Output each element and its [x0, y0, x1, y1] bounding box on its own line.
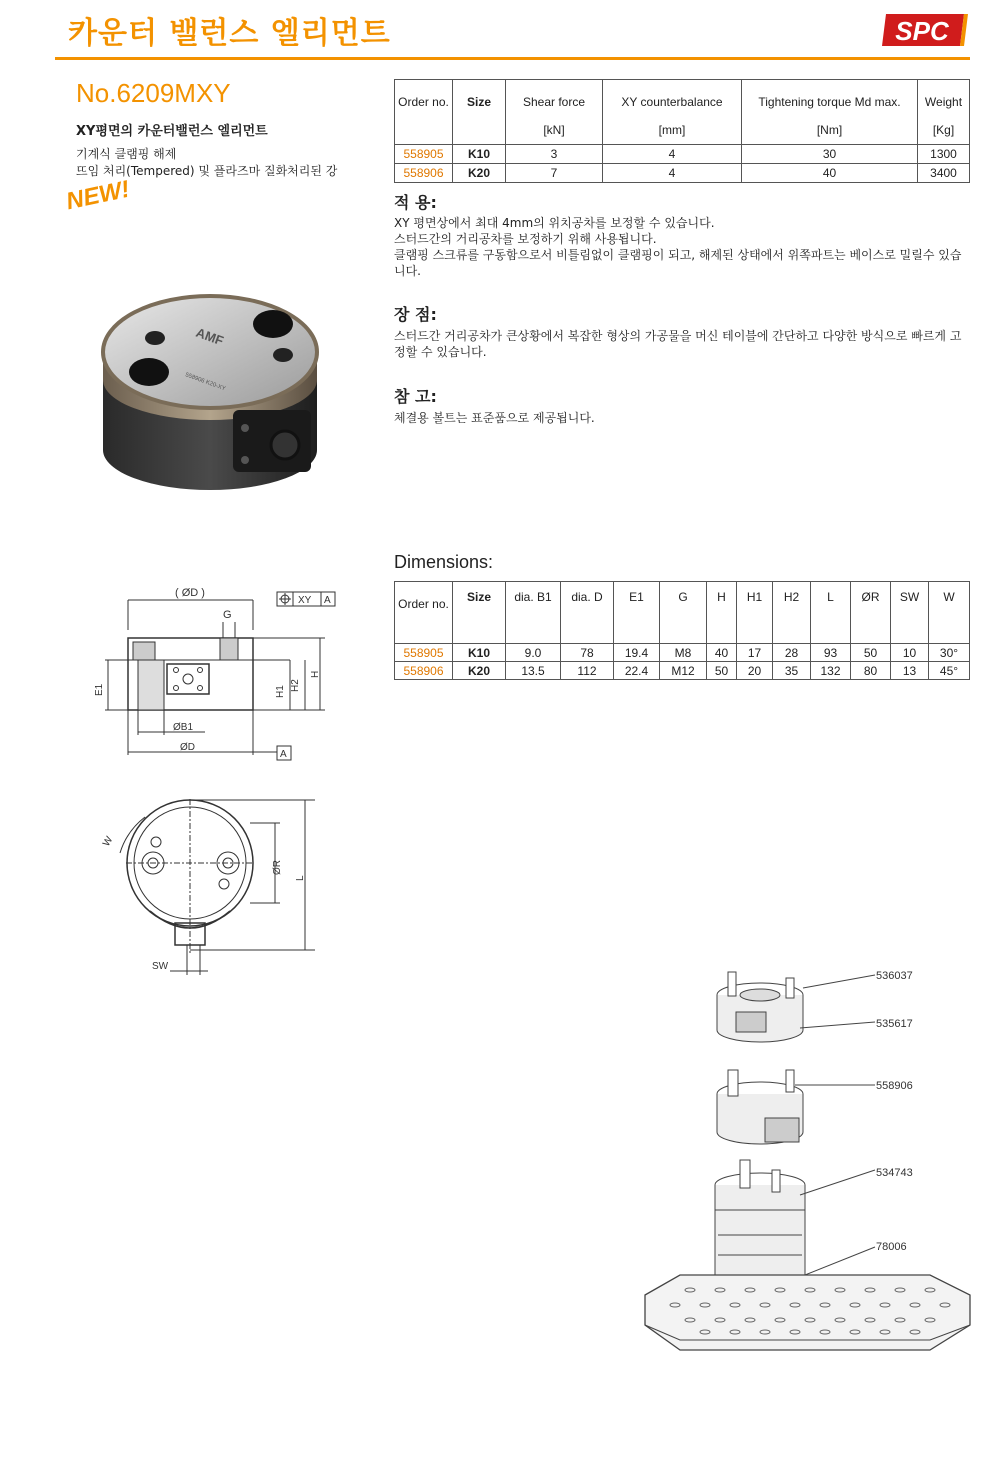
header-g: G — [660, 582, 707, 644]
cell: 9.0 — [506, 644, 561, 662]
product-photo — [95, 280, 325, 495]
header-w: W — [929, 582, 970, 644]
header-e1: E1 — [614, 582, 660, 644]
label-a-top: A — [324, 595, 331, 606]
header-xy-counterbalance: XY counterbalance [mm] — [603, 80, 742, 145]
cell: 50 — [707, 662, 737, 680]
section-text-merit — [394, 328, 969, 360]
header-h: H — [707, 582, 737, 644]
callout-78006: 78006 — [876, 1241, 907, 1253]
table-row — [395, 164, 970, 183]
svg-text:AMF: AMF — [193, 324, 226, 349]
cell: 13.5 — [506, 662, 561, 680]
photo-engraving: 558906 K20-XY — [184, 372, 227, 393]
text-line: 체결용 볼트는 표준품으로 제공됩니다. — [394, 411, 595, 425]
cell: K20 — [453, 662, 506, 680]
cell: 28 — [773, 644, 811, 662]
top-view-drawing — [90, 795, 320, 980]
header-r: ØR — [851, 582, 891, 644]
cell: 40 — [742, 164, 918, 183]
cell: 112 — [561, 662, 614, 680]
page-title: 카운터 밸런스 엘리먼트 — [68, 16, 391, 51]
header-sw: SW — [891, 582, 929, 644]
header-h1: H1 — [737, 582, 773, 644]
cell: K20 — [453, 164, 506, 183]
header-h2: H2 — [773, 582, 811, 644]
label-g: G — [223, 609, 232, 621]
spec-table — [394, 79, 970, 183]
logo-text: SPC — [895, 16, 949, 46]
cell: 10 — [891, 644, 929, 662]
side-view-drawing — [85, 580, 345, 770]
label-h1: H1 — [275, 685, 286, 698]
cell: M8 — [660, 644, 707, 662]
cell: 35 — [773, 662, 811, 680]
desc-line: 뜨임 처리(Tempered) 및 플라즈마 질화처리된 강 — [76, 164, 338, 178]
product-number: No.6209MXY — [76, 78, 231, 108]
label-sw: SW — [152, 961, 169, 972]
label-h2: H2 — [290, 679, 301, 692]
table-row — [395, 145, 970, 164]
spc-logo — [880, 10, 968, 50]
cell: 30° — [929, 644, 970, 662]
cell: 93 — [811, 644, 851, 662]
text-line: 스터드간 거리공차가 큰상황에서 복잡한 형상의 가공물을 머신 테이블에 간단하고 다양한 방식으로 빠르게 고정할 수 있습니다. — [394, 329, 962, 359]
callout-534743: 534743 — [876, 1167, 913, 1179]
cell: 40 — [707, 644, 737, 662]
callout-536037: 536037 — [876, 970, 913, 982]
cell: 3400 — [918, 164, 970, 183]
dimensions-table — [394, 581, 970, 680]
label-phi-b1: ØB1 — [173, 722, 194, 733]
header-order: Order no. — [395, 80, 453, 145]
text-line: 클램핑 스크류를 구동함으로서 비틀림없이 클램핑이 되고, 해제된 상태에서 위쪽파트는 베이스로 밀릴수 있습니다. — [394, 248, 962, 278]
text-line: XY 평면상에서 최대 4mm의 위치공차를 보정할 수 있습니다. — [394, 216, 715, 230]
cell: 30 — [742, 145, 918, 164]
desc-line: 기계식 클램핑 해제 — [76, 147, 177, 161]
cell: K10 — [453, 644, 506, 662]
table-row — [395, 662, 970, 680]
order-number[interactable]: 558905 — [395, 145, 453, 164]
cell: 4 — [603, 145, 742, 164]
label-xy: XY — [298, 595, 312, 606]
cell: 1300 — [918, 145, 970, 164]
cell: 3 — [506, 145, 603, 164]
section-title-apply: 적 용: — [394, 193, 437, 212]
cell: 22.4 — [614, 662, 660, 680]
cell: 13 — [891, 662, 929, 680]
cell: 50 — [851, 644, 891, 662]
dimensions-title: Dimensions: — [394, 552, 494, 572]
header-weight: Weight [Kg] — [918, 80, 970, 145]
cell: 20 — [737, 662, 773, 680]
cell: 78 — [561, 644, 614, 662]
cell: 19.4 — [614, 644, 660, 662]
header-dia-d: dia. D — [561, 582, 614, 644]
label-phi-d: ØD — [180, 742, 195, 753]
cell: 80 — [851, 662, 891, 680]
callout-535617: 535617 — [876, 1018, 913, 1030]
label-h: H — [310, 670, 321, 678]
order-number[interactable]: 558906 — [395, 164, 453, 183]
section-text-apply — [394, 215, 969, 279]
label-e1: E1 — [94, 683, 105, 696]
order-number[interactable]: 558906 — [395, 662, 453, 680]
header-dia-b1: dia. B1 — [506, 582, 561, 644]
label-l: L — [295, 875, 306, 881]
header-divider — [55, 57, 970, 60]
callout-558906: 558906 — [876, 1080, 913, 1092]
section-title-note: 참 고: — [394, 387, 437, 406]
cell: K10 — [453, 145, 506, 164]
text-line: 스터드간의 거리공차를 보정하기 위해 사용됩니다. — [394, 232, 657, 246]
header-torque: Tightening torque Md max. [Nm] — [742, 80, 918, 145]
section-title-merit: 장 점: — [394, 305, 437, 324]
assembly-illustration — [640, 960, 975, 1355]
cell: 45° — [929, 662, 970, 680]
cell: 7 — [506, 164, 603, 183]
cell: 4 — [603, 164, 742, 183]
order-number[interactable]: 558905 — [395, 644, 453, 662]
product-description — [76, 146, 337, 180]
new-badge: NEW! — [63, 175, 132, 216]
table-row — [395, 644, 970, 662]
label-a: A — [280, 749, 287, 760]
product-subtitle: XY평면의 카운터밸런스 엘리먼트 — [76, 124, 268, 139]
label-phi-d-top: ( ØD ) — [175, 587, 205, 599]
header-size: Size — [453, 80, 506, 145]
cell: 17 — [737, 644, 773, 662]
section-text-note — [394, 410, 969, 426]
cell: 132 — [811, 662, 851, 680]
label-w: W — [101, 834, 116, 849]
spec-header-row — [395, 80, 970, 145]
header-shear-force: Shear force [kN] — [506, 80, 603, 145]
label-phi-r: ØR — [272, 860, 283, 875]
dim-header-row — [395, 582, 970, 644]
header-size: Size — [453, 582, 506, 644]
header-l: L — [811, 582, 851, 644]
header-order: Order no. — [395, 582, 453, 644]
cell: M12 — [660, 662, 707, 680]
